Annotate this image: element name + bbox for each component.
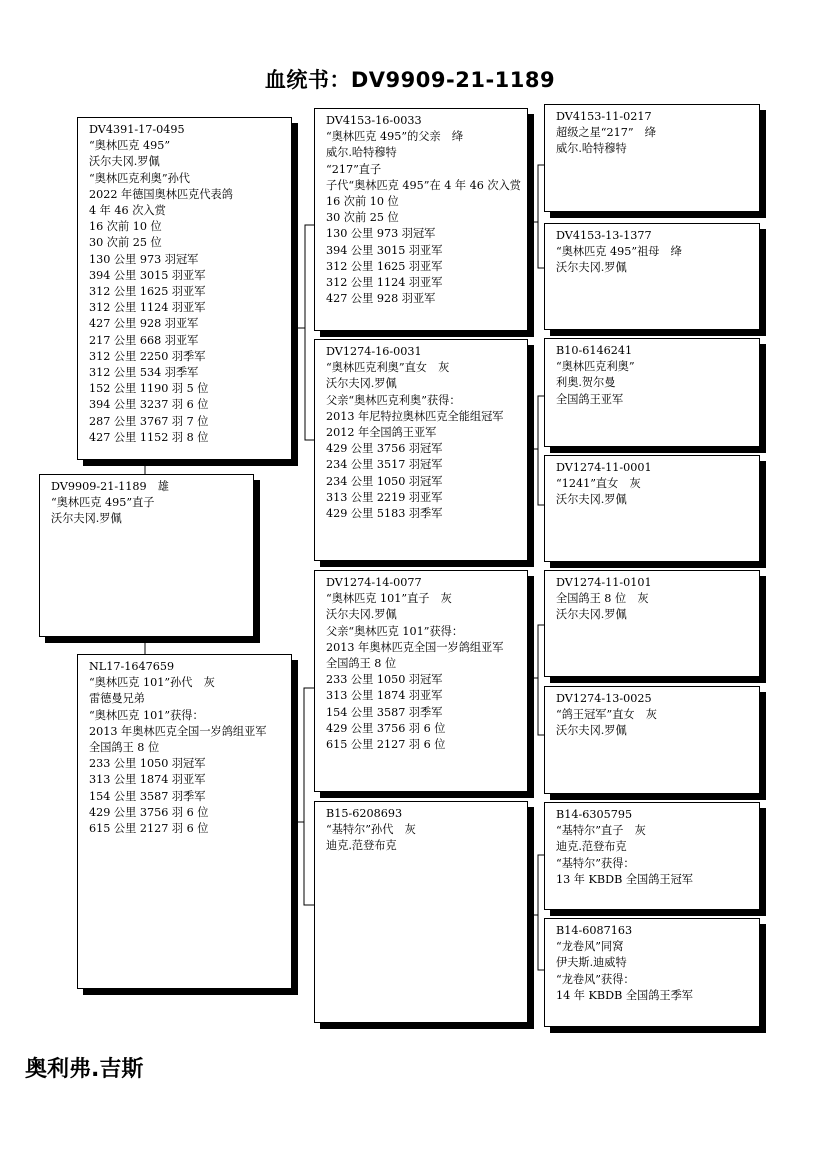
pedigree-line: 429 公里 3756 羽冠军 xyxy=(326,442,443,456)
pedigree-line: 威尔.哈特穆特 xyxy=(326,146,397,160)
pedigree-line: 615 公里 2127 羽 6 位 xyxy=(326,738,446,752)
pedigree-line: “奥林匹克 495”祖母 绛 xyxy=(556,245,682,259)
pedigree-line: “217”直子 xyxy=(326,162,382,176)
pedigree-line: 4 年 46 次入赏 xyxy=(89,204,166,218)
pedigree-line: 130 公里 973 羽冠军 xyxy=(326,227,436,241)
pedigree-line: “奥林匹克利奥” xyxy=(556,360,635,374)
ring-number: DV4153-13-1377 xyxy=(556,229,652,242)
pedigree-line: 394 公里 3237 羽 6 位 xyxy=(89,398,209,412)
pedigree-line: 迪克.范登布克 xyxy=(556,840,627,854)
pedigree-line: 234 公里 3517 羽冠军 xyxy=(326,458,443,472)
pedigree-line: 沃尔夫冈.罗佩 xyxy=(326,377,397,391)
pedigree-line: 234 公里 1050 羽冠军 xyxy=(326,474,443,488)
pedigree-box-dd-sire xyxy=(544,802,760,910)
ring-number: DV4153-11-0217 xyxy=(556,110,652,123)
connector-dd-parents xyxy=(528,855,544,970)
pedigree-line: “奥林匹克 495”的父亲 绛 xyxy=(326,130,464,144)
pedigree-line: 429 公里 3756 羽 6 位 xyxy=(326,721,446,735)
pedigree-line: 沃尔夫冈.罗佩 xyxy=(556,261,627,275)
ring-number: DV9909-21-1189 雄 xyxy=(51,480,169,493)
connector-ds-parents xyxy=(528,625,544,735)
pedigree-line: 2013 年奥林匹克全国一岁鸽组亚军 xyxy=(326,640,504,654)
pedigree-line: 子代“奥林匹克 495”在 4 年 46 次入赏 xyxy=(326,178,521,192)
pedigree-line: 2013 年尼特拉奥林匹克全能组冠军 xyxy=(326,409,504,423)
pedigree-box-ss-sire xyxy=(544,104,760,212)
ring-number: DV1274-11-0101 xyxy=(556,576,652,589)
pedigree-box-sire-dam xyxy=(314,339,528,561)
pedigree-box-sd-sire xyxy=(544,338,760,447)
connector-sd-parents xyxy=(528,396,544,505)
pedigree-line: 312 公里 1625 羽亚军 xyxy=(89,285,206,299)
ring-number: DV1274-14-0077 xyxy=(326,576,422,589)
pedigree-box-dam-sire xyxy=(314,570,528,792)
ring-number: DV4153-16-0033 xyxy=(326,114,422,127)
pedigree-line: 2022 年德国奥林匹克代表鸽 xyxy=(89,187,233,201)
pedigree-box-subject xyxy=(39,474,254,637)
pedigree-line: 312 公里 1124 羽亚军 xyxy=(89,301,206,315)
pedigree-line: 超级之星“217” 绛 xyxy=(556,126,656,140)
pedigree-line: 217 公里 668 羽亚军 xyxy=(89,333,199,347)
pedigree-line: “基特尔”孙代 灰 xyxy=(326,823,416,837)
pedigree-line: 16 次前 10 位 xyxy=(89,220,162,234)
pedigree-line: 沃尔夫冈.罗佩 xyxy=(51,512,122,526)
pedigree-line: “奥林匹克 495”直子 xyxy=(51,496,155,510)
ring-number: B14-6087163 xyxy=(556,924,633,937)
pedigree-title: 血统书：DV9909-21-1189 xyxy=(264,68,556,92)
pedigree-line: “奥林匹克 495” xyxy=(89,139,171,153)
pedigree-line: 233 公里 1050 羽冠军 xyxy=(326,673,443,687)
pedigree-line: 312 公里 2250 羽季军 xyxy=(89,349,206,363)
pedigree-line: 312 公里 1625 羽亚军 xyxy=(326,259,443,273)
pedigree-line: 394 公里 3015 羽亚军 xyxy=(89,268,206,282)
pedigree-line: 615 公里 2127 羽 6 位 xyxy=(89,822,209,836)
connector-sire-parents xyxy=(292,225,314,440)
pedigree-line: 429 公里 3756 羽 6 位 xyxy=(89,805,209,819)
connector-dam-parents xyxy=(292,688,314,905)
pedigree-line: “基特尔”获得： xyxy=(556,856,635,870)
pedigree-line: 伊夫斯.迪威特 xyxy=(556,956,627,970)
connector-ss-parents xyxy=(528,165,544,268)
pedigree-line: “奥林匹克 101”获得： xyxy=(89,708,204,722)
pedigree-line: 沃尔夫冈.罗佩 xyxy=(556,724,627,738)
pedigree-line: 全国鸽王亚军 xyxy=(556,392,624,406)
pedigree-line: 父亲“奥林匹克 101”获得： xyxy=(326,624,464,638)
pedigree-box-sd-dam xyxy=(544,455,760,562)
pedigree-line: 154 公里 3587 羽季军 xyxy=(326,705,443,719)
pedigree-box-ds-dam xyxy=(544,686,760,794)
ring-number: DV4391-17-0495 xyxy=(89,123,185,136)
pedigree-box-sire xyxy=(77,117,292,460)
ring-number: B14-6305795 xyxy=(556,808,633,821)
pedigree-line: 14 年 KBDB 全国鸽王季军 xyxy=(556,988,693,1002)
ring-number: B15-6208693 xyxy=(326,807,403,820)
pedigree-line: 152 公里 1190 羽 5 位 xyxy=(89,382,209,396)
pedigree-line: 利奥.贺尔曼 xyxy=(556,376,616,390)
breeder-name: 奥利弗.吉斯 xyxy=(25,1057,144,1082)
pedigree-line: 233 公里 1050 羽冠军 xyxy=(89,757,206,771)
pedigree-line: 13 年 KBDB 全国鸽王冠军 xyxy=(556,872,693,886)
pedigree-line: “奥林匹克 101”直子 灰 xyxy=(326,592,452,606)
pedigree-line: 427 公里 928 羽亚军 xyxy=(89,317,199,331)
pedigree-line: 沃尔夫冈.罗佩 xyxy=(556,493,627,507)
pedigree-line: 312 公里 534 羽季军 xyxy=(89,366,199,380)
pedigree-line: 沃尔夫冈.罗佩 xyxy=(326,608,397,622)
pedigree-line: 沃尔夫冈.罗佩 xyxy=(556,608,627,622)
pedigree-line: 313 公里 1874 羽亚军 xyxy=(89,773,206,787)
pedigree-line: “1241”直女 灰 xyxy=(556,477,641,491)
ring-number: NL17-1647659 xyxy=(89,660,175,673)
pedigree-line: “基特尔”直子 灰 xyxy=(556,824,646,838)
pedigree-line: “奥林匹克利奥”直女 灰 xyxy=(326,361,450,375)
pedigree-line: 429 公里 5183 羽季军 xyxy=(326,507,443,521)
pedigree-line: 427 公里 928 羽亚军 xyxy=(326,292,436,306)
ring-number: DV1274-13-0025 xyxy=(556,692,652,705)
pedigree-line: 427 公里 1152 羽 8 位 xyxy=(89,430,209,444)
pedigree-box-dam-dam xyxy=(314,801,528,1023)
pedigree-line: 312 公里 1124 羽亚军 xyxy=(326,276,443,290)
pedigree-line: “奥林匹克 101”孙代 灰 xyxy=(89,676,215,690)
pedigree-line: 全国鸽王 8 位 xyxy=(89,741,160,755)
pedigree-line: 313 公里 2219 羽亚军 xyxy=(326,490,443,504)
pedigree-line: 30 次前 25 位 xyxy=(89,236,162,250)
pedigree-line: 130 公里 973 羽冠军 xyxy=(89,252,199,266)
pedigree-line: 16 次前 10 位 xyxy=(326,195,399,209)
pedigree-box-ss-dam xyxy=(544,223,760,330)
pedigree-line: 沃尔夫冈.罗佩 xyxy=(89,155,160,169)
pedigree-line: 2012 年全国鸽王亚军 xyxy=(326,426,437,440)
pedigree-line: 313 公里 1874 羽亚军 xyxy=(326,689,443,703)
pedigree-line: 2013 年奥林匹克全国一岁鸽组亚军 xyxy=(89,724,267,738)
pedigree-line: 154 公里 3587 羽季军 xyxy=(89,789,206,803)
pedigree-line: “龙卷风”获得： xyxy=(556,972,635,986)
pedigree-line: “鸽王冠军”直女 灰 xyxy=(556,708,657,722)
ring-number: DV1274-16-0031 xyxy=(326,345,422,358)
pedigree-line: “奥林匹克利奥”孙代 xyxy=(89,171,190,185)
pedigree-box-sire-sire xyxy=(314,108,528,331)
pedigree-line: 全国鸽王 8 位 xyxy=(326,657,397,671)
pedigree-line: 287 公里 3767 羽 7 位 xyxy=(89,414,209,428)
pedigree-line: 全国鸽王 8 位 灰 xyxy=(556,592,649,606)
pedigree-line: 威尔.哈特穆特 xyxy=(556,142,627,156)
pedigree-box-dd-dam xyxy=(544,918,760,1027)
pedigree-box-dam xyxy=(77,654,292,989)
pedigree-line: 394 公里 3015 羽亚军 xyxy=(326,243,443,257)
pedigree-line: 父亲“奥林匹克利奥”获得： xyxy=(326,393,461,407)
pedigree-box-ds-sire xyxy=(544,570,760,677)
pedigree-line: 雷德曼兄弟 xyxy=(89,692,145,706)
pedigree-line: “龙卷风”同窝 xyxy=(556,940,624,954)
pedigree-line: 30 次前 25 位 xyxy=(326,211,399,225)
pedigree-line: 迪克.范登布克 xyxy=(326,839,397,853)
ring-number: DV1274-11-0001 xyxy=(556,461,652,474)
ring-number: B10-6146241 xyxy=(556,344,633,357)
